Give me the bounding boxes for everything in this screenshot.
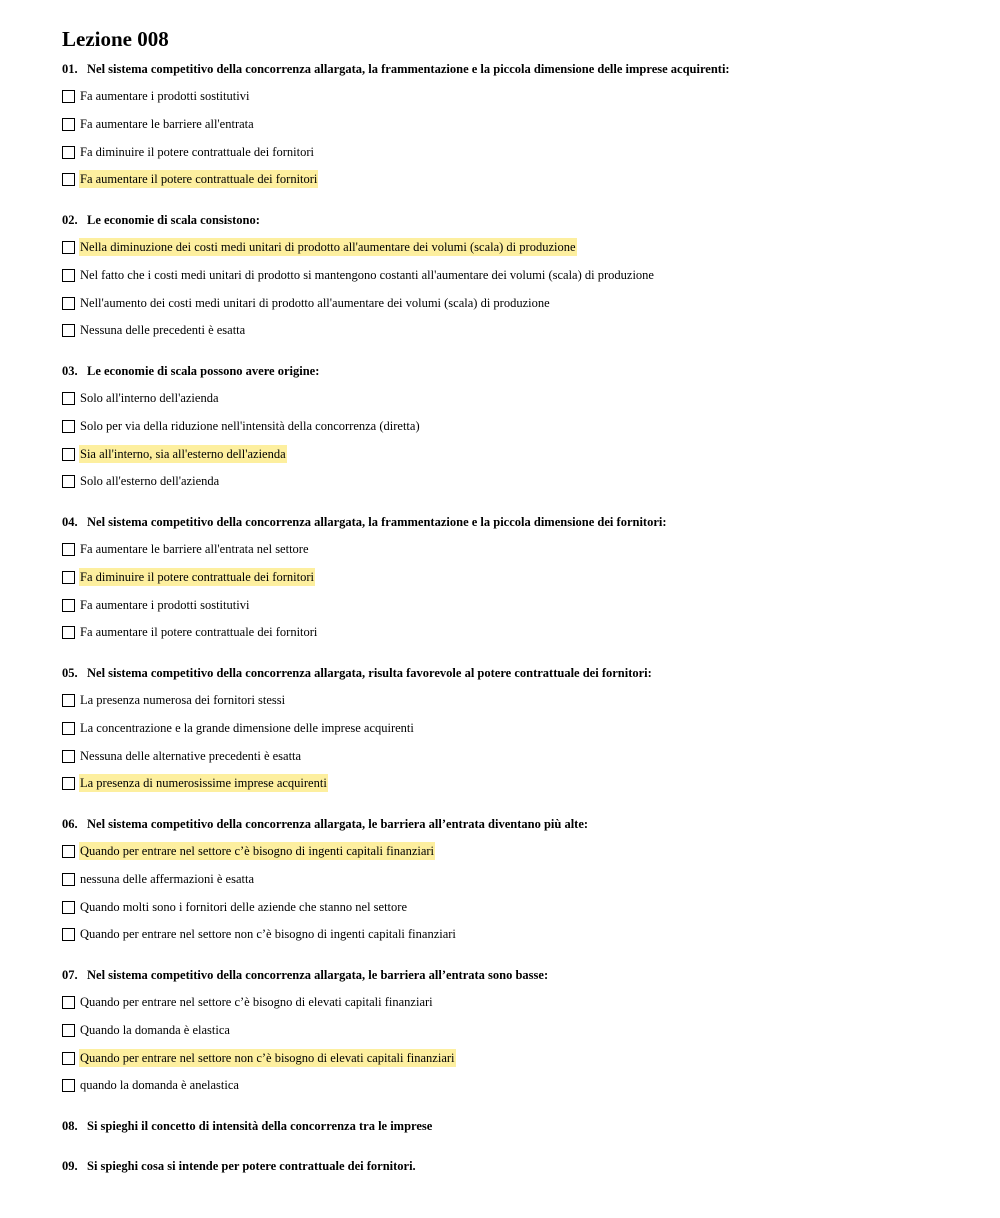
question-number: 05. — [62, 666, 78, 680]
checkbox-icon[interactable] — [62, 173, 75, 186]
question-03 — [62, 364, 319, 379]
answer-text: Nessuna delle alternative precedenti è esatta — [80, 749, 302, 763]
answer-option[interactable] — [62, 870, 255, 888]
answer-text: Solo all'esterno dell'azienda — [80, 474, 220, 488]
answer-text: Quando la domanda è elastica — [80, 1023, 230, 1037]
question-number: 01. — [62, 62, 78, 76]
answer-option[interactable] — [62, 842, 435, 860]
answer-option[interactable] — [62, 115, 255, 133]
question-01 — [62, 62, 730, 77]
question-02 — [62, 213, 260, 228]
checkbox-icon[interactable] — [62, 626, 75, 639]
answer-text: Fa diminuire il potere contrattuale dei fornitori — [80, 145, 314, 159]
checkbox-icon[interactable] — [62, 420, 75, 433]
answer-text: La presenza numerosa dei fornitori stessi — [80, 693, 286, 707]
answer-text-highlighted: Quando per entrare nel settore c’è bisogno di ingenti capitali finanziari — [80, 844, 435, 858]
checkbox-icon[interactable] — [62, 1024, 75, 1037]
answer-text-highlighted: Fa aumentare il potere contrattuale dei fornitori — [80, 172, 318, 186]
answer-option[interactable] — [62, 719, 415, 737]
question-04 — [62, 515, 667, 530]
answer-option[interactable] — [62, 774, 328, 792]
answer-text: Solo all'interno dell'azienda — [80, 391, 219, 405]
checkbox-icon[interactable] — [62, 90, 75, 103]
checkbox-icon[interactable] — [62, 694, 75, 707]
question-09 — [62, 1159, 416, 1174]
question-text: Nel sistema competitivo della concorrenza allargata, risulta favorevole al potere contrattuale dei fornitori: — [87, 666, 652, 680]
question-number: 03. — [62, 364, 78, 378]
answer-option[interactable] — [62, 472, 220, 490]
question-number: 07. — [62, 968, 78, 982]
checkbox-icon[interactable] — [62, 599, 75, 612]
checkbox-icon[interactable] — [62, 241, 75, 254]
checkbox-icon[interactable] — [62, 1052, 75, 1065]
question-text: Nel sistema competitivo della concorrenza allargata, la frammentazione e la piccola dimensione dei fornitori: — [87, 515, 667, 529]
page-title: Lezione 008 — [62, 27, 169, 51]
checkbox-icon[interactable] — [62, 873, 75, 886]
answer-text: Fa aumentare i prodotti sostitutivi — [80, 89, 250, 103]
answer-text: Fa aumentare le barriere all'entrata nel settore — [80, 542, 309, 556]
question-text: Le economie di scala consistono: — [87, 213, 260, 227]
answer-text: Fa aumentare le barriere all'entrata — [80, 117, 254, 131]
answer-option[interactable] — [62, 596, 250, 614]
question-06 — [62, 817, 588, 832]
checkbox-icon[interactable] — [62, 269, 75, 282]
answer-text: Quando molti sono i fornitori delle aziende che stanno nel settore — [80, 900, 407, 914]
question-text: Nel sistema competitivo della concorrenza allargata, le barriera all’entrata diventano più alte: — [87, 817, 589, 831]
answer-text: Nel fatto che i costi medi unitari di prodotto si mantengono costanti all'aumentare dei volumi (scala) di produzione — [80, 268, 654, 282]
answer-option[interactable] — [62, 623, 318, 641]
checkbox-icon[interactable] — [62, 324, 75, 337]
question-number: 06. — [62, 817, 78, 831]
answer-option[interactable] — [62, 294, 551, 312]
checkbox-icon[interactable] — [62, 1079, 75, 1092]
answer-text-highlighted: La presenza di numerosissime imprese acquirenti — [80, 776, 327, 790]
checkbox-icon[interactable] — [62, 392, 75, 405]
question-07 — [62, 968, 548, 983]
checkbox-icon[interactable] — [62, 543, 75, 556]
answer-option[interactable] — [62, 266, 655, 284]
question-number: 02. — [62, 213, 78, 227]
answer-option[interactable] — [62, 417, 421, 435]
checkbox-icon[interactable] — [62, 475, 75, 488]
answer-text-highlighted: Fa diminuire il potere contrattuale dei fornitori — [80, 570, 314, 584]
question-text: Nel sistema competitivo della concorrenza allargata, la frammentazione e la piccola dimensione delle imprese acquirenti: — [87, 62, 730, 76]
question-text: Si spieghi il concetto di intensità della concorrenza tra le imprese — [87, 1119, 433, 1133]
answer-option[interactable] — [62, 540, 310, 558]
answer-text-highlighted: Nella diminuzione dei costi medi unitari di prodotto all'aumentare dei volumi (scala) di produzione — [80, 240, 576, 254]
answer-option[interactable] — [62, 993, 434, 1011]
answer-option[interactable] — [62, 691, 286, 709]
checkbox-icon[interactable] — [62, 448, 75, 461]
checkbox-icon[interactable] — [62, 750, 75, 763]
question-text: Si spieghi cosa si intende per potere contrattuale dei fornitori. — [87, 1159, 416, 1173]
answer-option[interactable] — [62, 925, 457, 943]
answer-text: Quando per entrare nel settore c’è bisogno di elevati capitali finanziari — [80, 995, 433, 1009]
checkbox-icon[interactable] — [62, 928, 75, 941]
answer-option[interactable] — [62, 321, 246, 339]
answer-option[interactable] — [62, 445, 287, 463]
question-text: Le economie di scala possono avere origine: — [87, 364, 320, 378]
checkbox-icon[interactable] — [62, 722, 75, 735]
answer-text-highlighted: Quando per entrare nel settore non c’è bisogno di elevati capitali finanziari — [80, 1051, 455, 1065]
answer-text: Fa aumentare il potere contrattuale dei fornitori — [80, 625, 318, 639]
answer-text: nessuna delle affermazioni è esatta — [80, 872, 254, 886]
answer-text: Nell'aumento dei costi medi unitari di prodotto all'aumentare dei volumi (scala) di produzione — [80, 296, 550, 310]
checkbox-icon[interactable] — [62, 777, 75, 790]
checkbox-icon[interactable] — [62, 118, 75, 131]
answer-option[interactable] — [62, 1049, 456, 1067]
question-08 — [62, 1119, 432, 1134]
question-05 — [62, 666, 652, 681]
answer-text: La concentrazione e la grande dimensione delle imprese acquirenti — [80, 721, 414, 735]
answer-text: Quando per entrare nel settore non c’è bisogno di ingenti capitali finanziari — [80, 927, 456, 941]
answer-option[interactable] — [62, 87, 250, 105]
answer-text: Fa aumentare i prodotti sostitutivi — [80, 598, 250, 612]
answer-text: quando la domanda è anelastica — [80, 1078, 239, 1092]
answer-text: Nessuna delle precedenti è esatta — [80, 323, 246, 337]
question-number: 09. — [62, 1159, 78, 1173]
checkbox-icon[interactable] — [62, 571, 75, 584]
answer-option[interactable] — [62, 389, 220, 407]
answer-option[interactable] — [62, 170, 318, 188]
answer-option[interactable] — [62, 747, 302, 765]
answer-text: Solo per via della riduzione nell'intensità della concorrenza (diretta) — [80, 419, 420, 433]
answer-option[interactable] — [62, 1076, 240, 1094]
answer-option[interactable] — [62, 898, 408, 916]
checkbox-icon[interactable] — [62, 996, 75, 1009]
checkbox-icon[interactable] — [62, 845, 75, 858]
checkbox-icon[interactable] — [62, 146, 75, 159]
answer-option[interactable] — [62, 143, 315, 161]
checkbox-icon[interactable] — [62, 297, 75, 310]
answer-text-highlighted: Sia all'interno, sia all'esterno dell'azienda — [80, 447, 286, 461]
answer-option[interactable] — [62, 568, 315, 586]
question-text: Nel sistema competitivo della concorrenza allargata, le barriera all’entrata sono basse: — [87, 968, 549, 982]
answer-option[interactable] — [62, 1021, 231, 1039]
checkbox-icon[interactable] — [62, 901, 75, 914]
answer-option[interactable] — [62, 238, 577, 256]
question-number: 04. — [62, 515, 78, 529]
question-number: 08. — [62, 1119, 78, 1133]
